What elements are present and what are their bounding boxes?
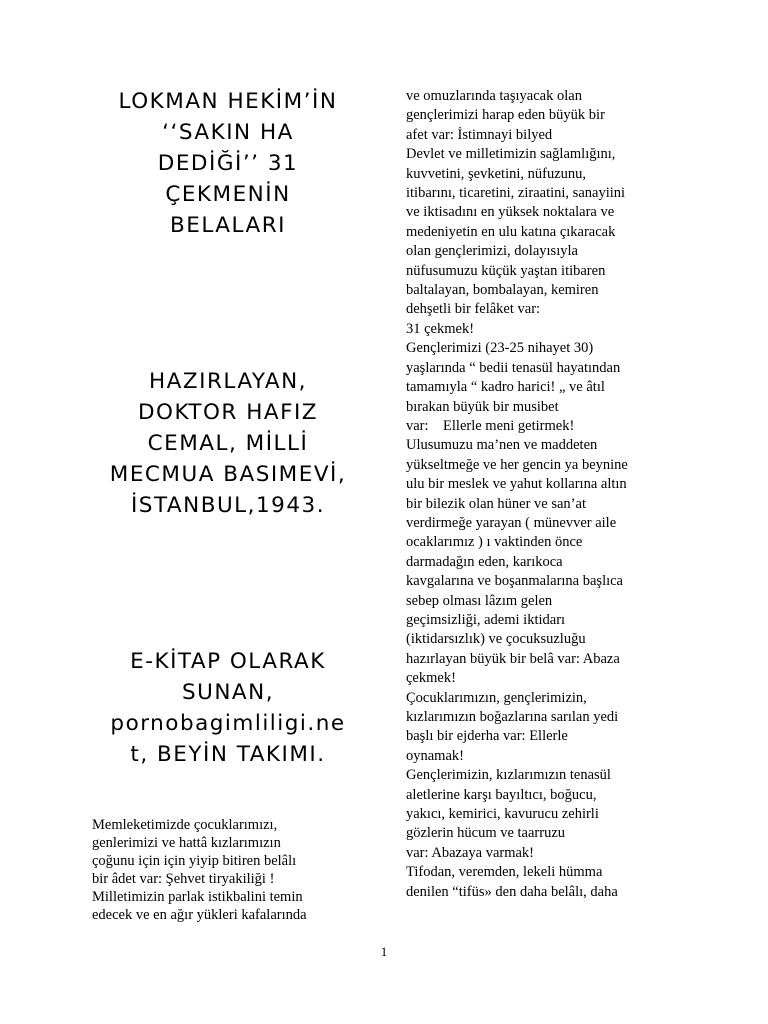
body-line: tamamıyla “ kadro harici! „ ve âtıl (406, 379, 605, 396)
body-line: darmadağın eden, karıkoca (406, 553, 563, 570)
body-line: gençlerimizi harap eden büyük bir (406, 107, 605, 124)
body-line: yakıcı, kemirici, kavurucu zehirli (406, 806, 599, 823)
body-line: var: Abazaya varmak! (406, 844, 535, 861)
body-line: ocaklarımız ) ı vaktinden önce (406, 534, 583, 551)
body-line: itibarını, ticaretini, ziraatini, sanayiini (406, 185, 626, 202)
body-line: aletlerine karşı bayıltıcı, boğucu, (406, 786, 597, 803)
ebook-line: pornobagimliligi.ne (110, 711, 346, 736)
intro-line: edecek ve en ağır yükleri kafalarında (92, 907, 307, 923)
body-line: yükseltmeğe ve her gencin ya beynine (406, 456, 628, 473)
intro-line: bir âdet var: Şehvet tiryakiliği ! (92, 871, 275, 887)
body-line: bırakan büyük bir musibet (406, 398, 559, 415)
body-line: hazırlayan büyük bir belâ var: Abaza (406, 650, 620, 667)
body-line: ulu bir meslek ve yahut kollarına altın (406, 476, 627, 493)
body-line: olan gençlerimizi, dolayısıyla (406, 243, 578, 260)
body-line: 31 çekmek! (406, 320, 475, 337)
body-line: Ulusumuzu ma’nen ve maddeten (406, 437, 598, 454)
intro-line: Memleketimizde çocuklarımızı, (92, 817, 278, 833)
body-line: denilen “tifüs» den daha belâlı, daha (406, 883, 618, 900)
body-line: ve omuzlarında taşıyacak olan (406, 88, 582, 104)
body-line: bir bilezik olan hüner ve san’at (406, 495, 586, 512)
title-line: ÇEKMENİN (165, 182, 291, 207)
body-line: Gençlerimizi (23-25 nihayet 30) (406, 340, 594, 357)
intro-line: genlerimizi ve hattâ kızlarımızın (92, 835, 281, 851)
body-line: medeniyetin en ulu katına çıkaracak (406, 223, 616, 240)
body-line: geçimsizliği, ademi iktidarı (406, 611, 566, 628)
body-line: Tifodan, veremden, lekeli hümma (406, 864, 603, 881)
body-text-column (406, 87, 706, 902)
body-line: var: Ellerle meni getirmek! (406, 417, 575, 434)
ebook-line: E-KİTAP OLARAK (130, 649, 326, 674)
body-line: oynamak! (406, 747, 464, 764)
body-line: Devlet ve milletimizin sağlamlığını, (406, 146, 616, 163)
body-line: kızlarımızın boğazlarına sarılan yedi (406, 709, 619, 725)
body-line: Gençlerimizin, kızlarımızın tenasül (406, 767, 611, 784)
title-line: DEDİĞİ’’ 31 (157, 151, 299, 176)
body-line: kuvvetini, şevketini, nüfuzunu, (406, 165, 587, 182)
body-line: kavgalarına ve boşanmalarına başlıca (406, 573, 623, 590)
body-line: baltalayan, bombalayan, kemiren (406, 282, 599, 299)
body-line: gözlerin hücum ve taarruzu (406, 825, 566, 842)
book-title (88, 86, 368, 241)
body-line: dehşetli bir felâket var: (406, 301, 541, 318)
body-line: verdirmeğe yarayan ( münevver aile (406, 514, 617, 531)
ebook-credit (88, 646, 368, 770)
author-line: CEMAL, MİLLİ (147, 431, 309, 456)
author-line: HAZIRLAYAN, (149, 369, 307, 394)
title-line: BELALARI (170, 213, 286, 238)
body-line: Çocuklarımızın, gençlerimizin, (406, 689, 587, 706)
ebook-line: t, BEYİN TAKIMI. (130, 742, 326, 767)
body-line: yaşlarında “ bedii tenasül hayatından (406, 359, 621, 376)
body-line: nüfusumuzu küçük yaştan itibaren (406, 262, 606, 279)
body-line: (iktidarsızlık) ve çocuksuzluğu (406, 631, 586, 648)
body-line: çekmek! (406, 670, 456, 687)
ebook-line: SUNAN, (181, 680, 275, 705)
title-line: LOKMAN HEKİM’İN (118, 89, 338, 114)
author-line: İSTANBUL,1943. (130, 493, 326, 518)
body-line: başlı bir ejderha var: Ellerle (406, 728, 568, 745)
intro-line: Milletimizin parlak istikbalini temin (92, 889, 303, 905)
body-line: afet var: İstimnayi bilyed (406, 126, 553, 143)
title-line: ‘‘SAKIN HA (162, 120, 294, 145)
author-line: MECMUA BASIMEVİ, (109, 462, 347, 487)
page-number: 1 (380, 944, 388, 959)
intro-line: çoğunu için için yiyip bitiren belâlı (92, 853, 297, 869)
body-line: sebep olması lâzım gelen (406, 592, 553, 609)
intro-paragraph (92, 816, 372, 924)
body-line: ve iktisadını en yüksek noktalara ve (406, 204, 615, 221)
author-credit (88, 366, 368, 521)
author-line: DOKTOR HAFIZ (137, 400, 319, 425)
